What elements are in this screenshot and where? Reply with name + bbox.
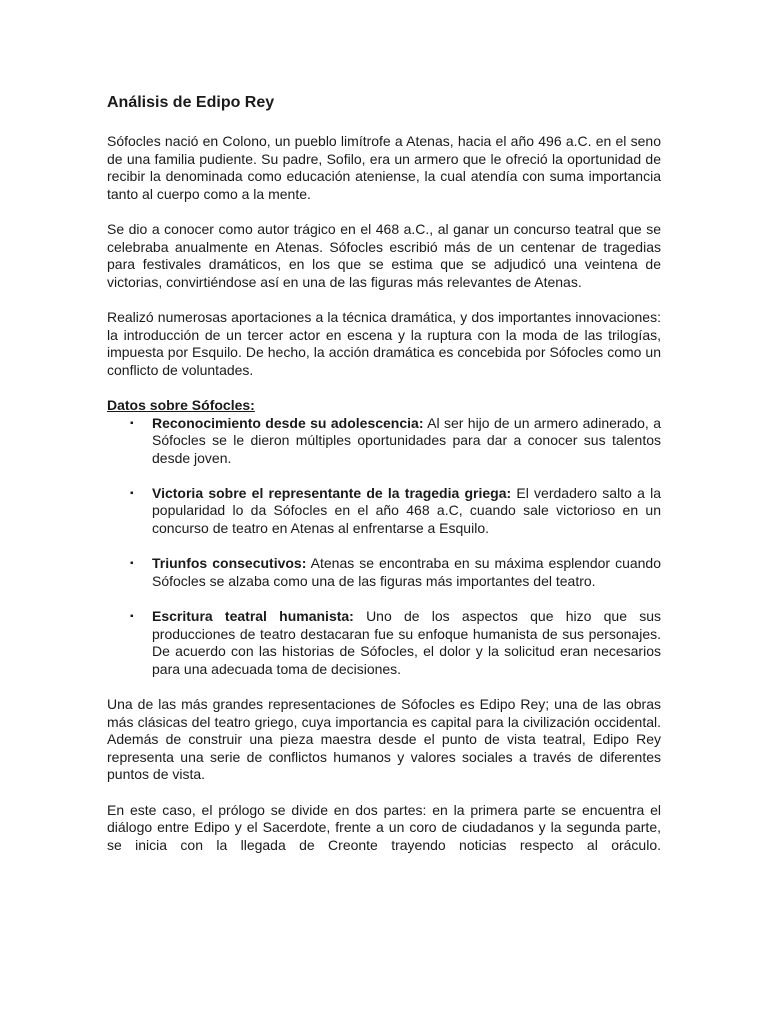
fact-text: Uno de los aspectos que hizo que sus producciones de teatro destacaran fue su enfoque humanista de sus personajes. De acuerdo con las historias de Sófocles, el dolor y la solicitud eran necesarios para una adecuada toma de decisiones. [152, 608, 661, 677]
square-bullet-icon: ▪ [130, 417, 134, 429]
paragraph-career: Se dio a conocer como autor trágico en el 468 a.C., al ganar un concurso teatral que se celebraba anualmente en Atenas. Sófocles escribió más de un centenar de tragedias para festivales dramáticos, en los que se estima que se adjudicó una veintena de victorias, convirtiéndose así en una de las figuras más relevantes de Atenas. [107, 220, 661, 290]
document-title: Análisis de Edipo Rey [107, 94, 275, 111]
paragraph-birth: Sófocles nació en Colono, un pueblo limítrofe a Atenas, hacia el año 496 a.C. en el seno de una familia pudiente. Su padre, Sofilo, era un armero que le ofreció la oportunidad de recibir la denominada como educación ateniense, la cual atendía con suma importancia tanto al cuerpo como a la mente. [107, 133, 661, 202]
fact-item [107, 415, 661, 468]
fact-item [107, 485, 661, 538]
fact-item [107, 608, 661, 678]
square-bullet-icon: ▪ [130, 558, 134, 570]
document-page [107, 93, 661, 872]
fact-term: Triunfos consecutivos: [152, 555, 307, 572]
facts-list [107, 415, 661, 679]
fact-item [107, 555, 661, 590]
fact-term: Escritura teatral humanista: [152, 608, 354, 625]
fact-text: Al ser hijo de un armero adinerado, a Sófocles se le dieron múltiples oportunidades para dar a conocer sus talentos desde joven. [152, 414, 661, 466]
fact-text: El verdadero salto a la popularidad lo da Sófocles en el año 468 a.C, cuando sale victorioso en un concurso de teatro en Atenas al enfrentarse a Esquilo. [152, 484, 661, 537]
paragraph-innovations: Realizó numerosas aportaciones a la técnica dramática, y dos importantes innovaciones: la introducción de un tercer actor en escena y la ruptura con la moda de las trilogías, impuesta por Esquilo. De hecho, la acción dramática es concebida por Sófocles como un conflicto de voluntades. [107, 308, 661, 378]
paragraph-prologue: En este caso, el prólogo se divide en dos partes: en la primera parte se encuentra el diálogo entre Edipo y el Sacerdote, frente a un coro de ciudadanos y la segunda parte, se inicia con la llegada de Creonte trayendo noticias respecto al oráculo. [107, 801, 661, 853]
paragraph-edipo-rey: Una de las más grandes representaciones de Sófocles es Edipo Rey; una de las obras más clásicas del teatro griego, cuya importancia es capital para la civilización occidental. Además de construir una pieza maestra desde el punto de vista teatral, Edipo Rey representa una serie de conflictos humanos y valores sociales a través de diferentes puntos de vista. [107, 696, 661, 783]
fact-text: Atenas se encontraba en su máxima esplendor cuando Sófocles se alzaba como una de las figuras más importantes del teatro. [152, 555, 662, 589]
facts-heading: Datos sobre Sófocles: [107, 396, 255, 413]
fact-term: Reconocimiento desde su adolescencia: [152, 414, 424, 431]
square-bullet-icon: ▪ [130, 611, 134, 623]
fact-term: Victoria sobre el representante de la tragedia griega: [152, 484, 512, 501]
square-bullet-icon: ▪ [130, 487, 134, 499]
